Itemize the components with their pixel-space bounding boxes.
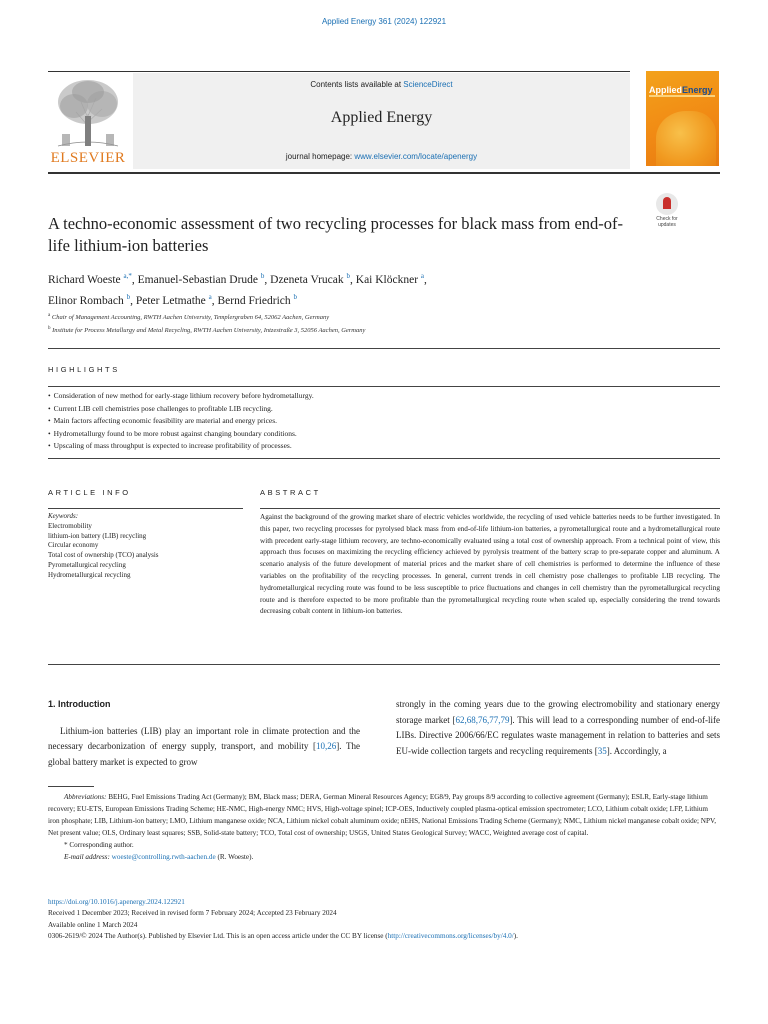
introduction-paragraph: Lithium-ion batteries (LIB) play an important role in climate protection and the necessary decarbonization of energy supply, transport, and mobility [10,26]. The global battery market is expected to grow: [48, 725, 360, 767]
email-label: E-mail address:: [64, 853, 112, 861]
highlights-bottom-rule: [48, 458, 720, 459]
journal-cover-image[interactable]: [646, 71, 719, 166]
paper-title: A techno-economic assessment of two recycling processes for black mass from end-of-life lithium-ion batteries: [48, 214, 624, 255]
journal-reference[interactable]: Applied Energy 361 (2024) 122921: [321, 17, 447, 26]
publication-info: [48, 897, 738, 943]
corresponding-author-note: * Corresponding author.: [64, 841, 134, 849]
homepage-link[interactable]: www.elsevier.com/locate/apenergy: [354, 152, 478, 161]
journal-title[interactable]: Applied Energy: [330, 109, 433, 126]
abbreviations-label: Abbreviations:: [64, 793, 107, 801]
author-affil-sup[interactable]: b: [346, 272, 351, 280]
keywords-block: [48, 512, 248, 581]
introduction-heading: 1. Introduction: [48, 699, 111, 709]
citation-link[interactable]: 35: [597, 745, 607, 756]
author-name[interactable]: Bernd Friedrich: [217, 294, 291, 307]
body-column-left: [48, 697, 360, 770]
online-date: Available online 1 March 2024: [48, 920, 138, 929]
author-name[interactable]: Kai Klöckner: [355, 273, 419, 286]
author-name[interactable]: Richard Woeste: [48, 273, 121, 286]
body-rule: [48, 664, 720, 665]
article-info-rule: [48, 508, 243, 509]
highlights-rule: [48, 386, 720, 387]
homepage-line: [133, 152, 630, 161]
author-name[interactable]: Elinor Rombach: [48, 294, 124, 307]
license-line: 0306-2619/© 2024 The Author(s). Published by Elsevier Ltd. This is an open access article under the CC BY license (http://creativecommons.org/licenses/by/4.0/).: [48, 932, 518, 941]
contents-prefix: Contents lists available at: [310, 80, 404, 89]
author-affil-sup[interactable]: b: [126, 292, 131, 301]
header-top-rule: [48, 71, 630, 72]
cover-title-a: Applied: [649, 85, 682, 95]
check-updates-icon: [656, 193, 678, 215]
author-affil-sup[interactable]: b: [293, 292, 298, 301]
license-link[interactable]: http://creativecommons.org/licenses/by/4.0/: [387, 932, 514, 941]
cover-artwork: [656, 111, 716, 166]
affiliation-item: $^b$ Institute for Process Metallurgy and Metal Recycling, RWTH Aachen University, Intzestraße 3, 52056 Aachen, Germany: [48, 326, 366, 335]
footnote-rule: [48, 786, 94, 787]
check-updates-text: Check for updates: [656, 216, 678, 228]
abstract-heading: ABSTRACT: [260, 488, 321, 497]
article-info-heading: ARTICLE INFO: [48, 488, 131, 497]
highlights-heading: HIGHLIGHTS: [48, 365, 120, 374]
citation-link[interactable]: 10,26: [316, 741, 337, 751]
introduction-paragraph-continued: strongly in the coming years due to the growing electromobility and stationary energy storage market [62,68,76,77,79]. This will lead to a corresponding number of end-of-life LIBs. Directive 2006/66/EC regulates waste management in relation to batteries and sets EU-wide collection targets and recycling requirements [35]. Accordingly, a: [396, 699, 720, 756]
author-name[interactable]: Dzeneta Vrucak: [270, 273, 344, 286]
received-dates: Received 1 December 2023; Received in revised form 7 February 2024; Accepted 23 February 2024: [48, 909, 337, 918]
homepage-prefix: journal homepage:: [285, 152, 355, 161]
author-list: Richard Woeste $^{a,*}$, Emanuel-Sebastian Drude $^b$, Dzeneta Vrucak $^b$, Kai Klöckner $^a$, Elinor Rombach $^b$, Peter Letmathe $^a$, Bernd Friedrich $^b$: [48, 272, 427, 307]
cover-title-b: Energy: [682, 85, 713, 95]
keyword-item: Pyrometallurgical recycling: [48, 560, 126, 569]
footnotes: [48, 791, 720, 863]
check-for-updates-badge[interactable]: [650, 193, 684, 229]
publisher-logo-text: ELSEVIER: [50, 150, 126, 166]
email-suffix: (R. Woeste).: [215, 853, 254, 861]
header-bottom-rule: [48, 172, 720, 174]
author-affil-sup[interactable]: a: [420, 272, 425, 280]
contents-line: [133, 80, 630, 89]
cover-strip: [649, 95, 715, 97]
abbreviations-footnote: [48, 791, 720, 839]
highlights-list: [48, 390, 720, 453]
author-affil-sup[interactable]: a: [208, 292, 212, 301]
keyword-item: Hydrometallurgical recycling: [48, 570, 131, 579]
highlight-item: • Hydrometallurgy found to be more robust against changing boundary conditions.: [48, 428, 720, 441]
citation-link[interactable]: 62,68,76,77,79: [455, 714, 510, 725]
highlight-item: • Main factors affecting economic feasibility are material and energy prices.: [48, 415, 720, 428]
keyword-item: Electromobility: [48, 521, 92, 530]
sciencedirect-link[interactable]: ScienceDirect: [403, 80, 453, 89]
highlight-item: • Upscaling of mass throughput is expected to increase profitability of processes.: [48, 440, 720, 453]
doi-link[interactable]: https://doi.org/10.1016/j.apenergy.2024.122921: [48, 898, 185, 906]
author-affil-sup[interactable]: a,*: [123, 272, 132, 280]
abbreviations-text: BEHG, Fuel Emissions Trading Act (Germany); BM, Black mass; DERA, German Mineral Resources Agency; EG8/9, Pay groups 8/9 according to collective agreement (Germany); ESLR, Early-stage lithium recovery; EU-ETS, European Emissions Trading Scheme; HE-NMC, High-energy NMC; HVS, High-voltage spinel; ICP-OES, Inductively coupled plasma-optical emission spectrometer; LCO, Lithium cobalt oxide; LFP, Lithium iron phosphate; LIB, Lithium-ion battery; LMO, Lithium manganese oxide; NCA, Lithium nickel cobalt aluminum oxide; nEHS, National Emissions Trading Scheme (Germany); NMC, Lithium nickel manganese cobalt oxide; NPV, Net present value; OLS, Ordinary least squares; SSB, Solid-state battery; TCO, Total cost of ownership; USGS, United States Geological Survey; WACC, Weighted average cost of capital.: [48, 793, 717, 837]
abstract-text: Against the background of the growing market share of electric vehicles worldwide, the recycling of used vehicle batteries needs to be further investigated. In this paper, two recycling processes for pyrolysed black mass from end-of-life lithium-ion batteries, a pyrometallurgical route and a hydrometallurgical route with precedent early-stage lithium recovery, are techno-economically evaluated using a total cost of ownership approach. From a technical point of view, this approach thus focuses on maximizing the recycling efficiency achieved by pyrolysis treatment of the battery scrap to pre-separate copper and aluminum. A scenario analysis of the future development of material prices and the market share of cell chemistries is performed to determine the influence of these variables on the profitability of the recycling processes. In general, current trends in cell chemistry pose challenges to profitable LIB recycling. The hydrometallurgical recycling route was found to be less susceptible to price fluctuations and changes in cell chemistry than the pyrometallurgical recycling route and is therefore expected to be more profitable than the pyrometallurgical recycling route when scaled up, especially considering the trend towards decreasing cobalt content in lithium-ion batteries.: [260, 513, 720, 616]
body-column-right: [396, 697, 720, 759]
affiliation-item: $^a$ Chair of Management Accounting, RWTH Aachen University, Templergraben 64, 52062 Aachen, Germany: [48, 313, 330, 322]
abstract-rule: [260, 508, 720, 509]
keyword-item: lithium-ion battery (LIB) recycling: [48, 531, 147, 540]
keywords-label: Keywords:: [48, 512, 79, 520]
keyword-item: Total cost of ownership (TCO) analysis: [48, 551, 159, 560]
highlight-item: • Consideration of new method for early-stage lithium recovery before hydrometallurgy.: [48, 390, 720, 403]
email-note: [48, 851, 720, 863]
highlight-item: • Current LIB cell chemistries pose challenges to profitable LIB recycling.: [48, 403, 720, 416]
affiliations: [48, 310, 688, 336]
author-name[interactable]: Peter Letmathe: [135, 294, 206, 307]
author-name[interactable]: Emanuel-Sebastian Drude: [137, 273, 259, 286]
section-rule: [48, 348, 720, 349]
cover-title: [649, 85, 713, 95]
keyword-item: Circular economy: [48, 541, 99, 550]
email-link[interactable]: woeste@controlling.rwth-aachen.de: [111, 853, 216, 861]
author-affil-sup[interactable]: b: [260, 272, 265, 280]
